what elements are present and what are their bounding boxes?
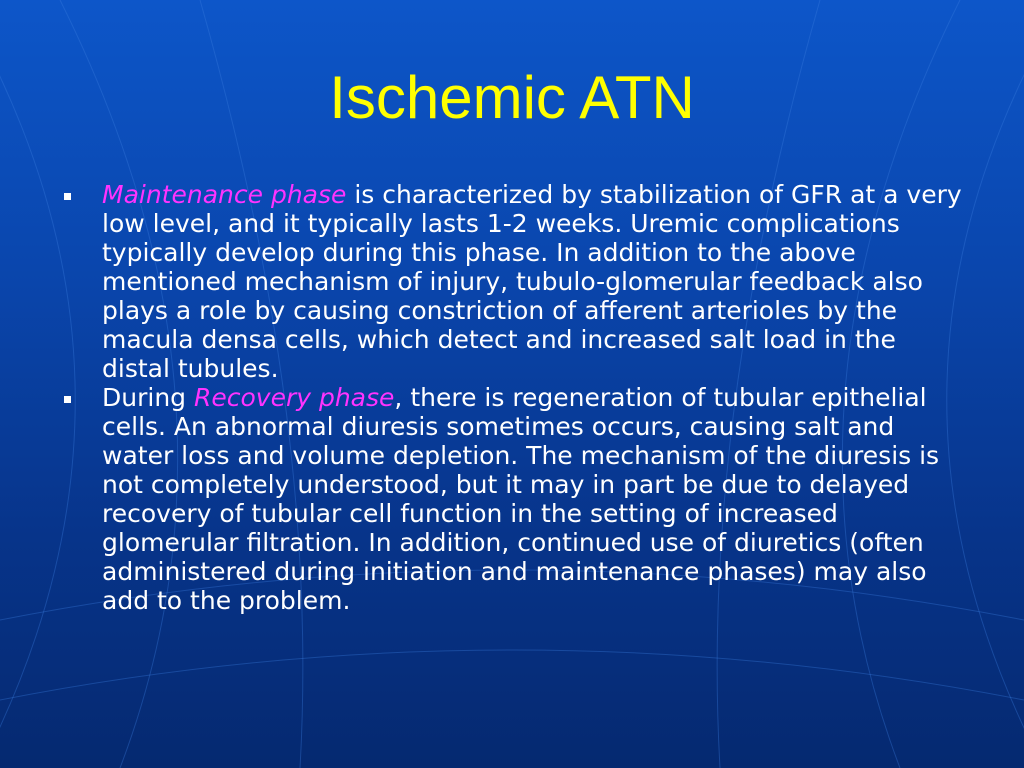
bullet-text: is characterized by stabilization of GFR at a very low level, and it typically lasts 1-2 weeks. Uremic complications typically develop during this phase. In addition to the above mentioned mechanism of injury, tubulo-glomerular feedback also plays a role by causing constriction of afferent arterioles by the macula densa cells, which detect and increased salt load in the distal tubules.	[102, 180, 962, 383]
highlight-term: Maintenance phase	[102, 180, 347, 209]
slide-title: Ischemic ATN	[329, 64, 695, 131]
bullet-list	[62, 180, 967, 615]
square-bullet-icon	[64, 396, 71, 403]
bullet-lead: During	[102, 383, 194, 412]
highlight-term: Recovery phase	[193, 383, 395, 412]
square-bullet-icon	[64, 193, 71, 200]
bullet-text: , there is regeneration of tubular epithelial cells. An abnormal diuresis sometimes occurs, causing salt and water loss and volume depletion. The mechanism of the diuresis is not completely understood, but it may in part be due to delayed recovery of tubular cell function in the setting of increased glomerular filtration. In addition, continued use of diuretics (often administered during initiation and maintenance phases) may also add to the problem.	[102, 383, 940, 615]
bullet-item-recovery-phase	[62, 383, 967, 615]
bullet-item-maintenance-phase	[62, 180, 967, 383]
